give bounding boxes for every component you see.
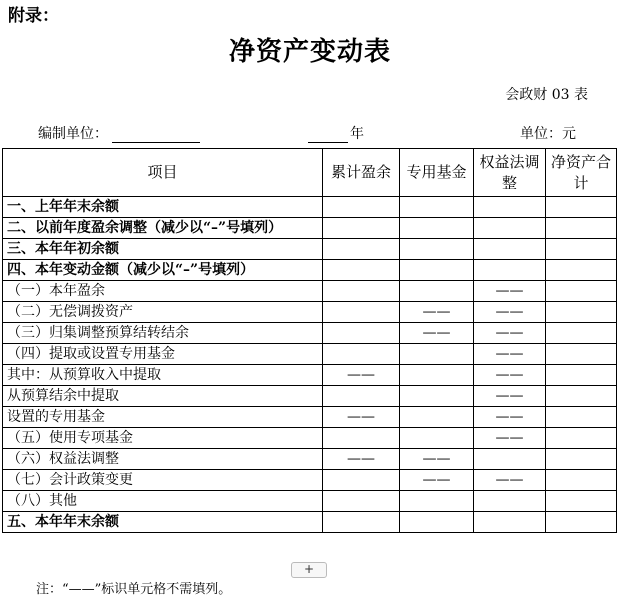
- value-cell[interactable]: [546, 449, 617, 470]
- table-row: [3, 386, 617, 407]
- column-header: 项目: [3, 149, 323, 197]
- footnote: 注：“——”标识单元格不需填列。: [36, 582, 232, 597]
- row-label: 一、上年年末余额: [3, 197, 323, 218]
- value-cell[interactable]: [323, 386, 400, 407]
- row-label: （七）会计政策变更: [3, 470, 323, 491]
- table-row: [3, 281, 617, 302]
- value-cell[interactable]: [474, 449, 546, 470]
- compiler-blank: [112, 128, 200, 143]
- row-label: 五、本年年末余额: [3, 512, 323, 533]
- column-header: 累计盈余: [323, 149, 400, 197]
- value-cell[interactable]: [546, 302, 617, 323]
- row-label: （二）无偿调拨资产: [3, 302, 323, 323]
- row-label: 其中：从预算收入中提取: [3, 365, 323, 386]
- row-label: 四、本年变动金额（减少以“–”号填列）: [3, 260, 323, 281]
- not-applicable-cell: ——: [474, 281, 546, 302]
- value-cell[interactable]: [474, 260, 546, 281]
- value-cell[interactable]: [323, 218, 400, 239]
- table-row: [3, 323, 617, 344]
- value-cell[interactable]: [400, 407, 474, 428]
- table-row: [3, 449, 617, 470]
- value-cell[interactable]: [323, 281, 400, 302]
- table-row: [3, 344, 617, 365]
- table-row: [3, 428, 617, 449]
- not-applicable-cell: ——: [323, 407, 400, 428]
- table-row: [3, 302, 617, 323]
- not-applicable-cell: ——: [474, 344, 546, 365]
- value-cell[interactable]: [400, 386, 474, 407]
- value-cell[interactable]: [323, 302, 400, 323]
- column-header: 权益法调整: [474, 149, 546, 197]
- form-number: 会政财 03 表: [505, 87, 588, 103]
- not-applicable-cell: ——: [474, 428, 546, 449]
- value-cell[interactable]: [546, 218, 617, 239]
- row-label: （八）其他: [3, 491, 323, 512]
- row-label: （六）权益法调整: [3, 449, 323, 470]
- row-label: 三、本年年初余额: [3, 239, 323, 260]
- value-cell[interactable]: [323, 344, 400, 365]
- value-cell[interactable]: [546, 323, 617, 344]
- row-label: （四）提取或设置专用基金: [3, 344, 323, 365]
- table-row: [3, 407, 617, 428]
- value-cell[interactable]: [546, 512, 617, 533]
- value-cell[interactable]: [546, 281, 617, 302]
- not-applicable-cell: ——: [323, 365, 400, 386]
- value-cell[interactable]: [474, 491, 546, 512]
- row-label: 从预算结余中提取: [3, 386, 323, 407]
- not-applicable-cell: ——: [474, 365, 546, 386]
- value-cell[interactable]: [546, 470, 617, 491]
- value-cell[interactable]: [400, 344, 474, 365]
- year-blank: [308, 128, 348, 143]
- value-cell[interactable]: [400, 512, 474, 533]
- table-row: [3, 365, 617, 386]
- value-cell[interactable]: [400, 428, 474, 449]
- row-label: （五）使用专项基金: [3, 428, 323, 449]
- value-cell[interactable]: [546, 365, 617, 386]
- table-row: [3, 260, 617, 281]
- value-cell[interactable]: [546, 407, 617, 428]
- not-applicable-cell: ——: [474, 302, 546, 323]
- compiler-field: [38, 123, 200, 143]
- value-cell[interactable]: [474, 239, 546, 260]
- appendix-label: 附录：: [8, 6, 59, 26]
- table-row: [3, 239, 617, 260]
- not-applicable-cell: ——: [400, 470, 474, 491]
- table-row: [3, 197, 617, 218]
- column-header: 净资产合计: [546, 149, 617, 197]
- row-label: （三）归集调整预算结转结余: [3, 323, 323, 344]
- table-row: [3, 470, 617, 491]
- not-applicable-cell: ——: [400, 323, 474, 344]
- not-applicable-cell: ——: [474, 407, 546, 428]
- table-header-row: [3, 149, 617, 197]
- value-cell[interactable]: [546, 197, 617, 218]
- value-cell[interactable]: [400, 365, 474, 386]
- value-cell[interactable]: [400, 239, 474, 260]
- year-label: 年: [350, 126, 364, 142]
- column-header: 专用基金: [400, 149, 474, 197]
- value-cell[interactable]: [546, 386, 617, 407]
- table-row: [3, 491, 617, 512]
- value-cell[interactable]: [323, 323, 400, 344]
- not-applicable-cell: ——: [323, 449, 400, 470]
- year-field: [308, 123, 364, 143]
- not-applicable-cell: ——: [474, 386, 546, 407]
- value-cell[interactable]: [546, 239, 617, 260]
- value-cell[interactable]: [323, 470, 400, 491]
- page-title: 净资产变动表: [228, 37, 391, 67]
- row-label: （一）本年盈余: [3, 281, 323, 302]
- compiler-label: 编制单位：: [38, 126, 108, 142]
- value-cell[interactable]: [323, 428, 400, 449]
- row-label: 设置的专用基金: [3, 407, 323, 428]
- not-applicable-cell: ——: [474, 470, 546, 491]
- value-cell[interactable]: [474, 218, 546, 239]
- value-cell[interactable]: [323, 512, 400, 533]
- value-cell[interactable]: [323, 197, 400, 218]
- value-cell[interactable]: [400, 218, 474, 239]
- value-cell[interactable]: [546, 344, 617, 365]
- value-cell[interactable]: [546, 428, 617, 449]
- not-applicable-cell: ——: [400, 449, 474, 470]
- value-cell[interactable]: [323, 239, 400, 260]
- value-cell[interactable]: [546, 491, 617, 512]
- not-applicable-cell: ——: [474, 323, 546, 344]
- value-cell[interactable]: [474, 197, 546, 218]
- value-cell[interactable]: [400, 491, 474, 512]
- value-cell[interactable]: [323, 491, 400, 512]
- add-row-button[interactable]: +: [291, 562, 327, 578]
- table-row: [3, 512, 617, 533]
- value-cell[interactable]: [546, 260, 617, 281]
- value-cell[interactable]: [400, 260, 474, 281]
- value-cell[interactable]: [474, 512, 546, 533]
- not-applicable-cell: ——: [400, 302, 474, 323]
- table-row: [3, 218, 617, 239]
- value-cell[interactable]: [323, 260, 400, 281]
- value-cell[interactable]: [400, 281, 474, 302]
- row-label: 二、以前年度盈余调整（减少以“–”号填列）: [3, 218, 323, 239]
- value-cell[interactable]: [400, 197, 474, 218]
- unit-label: 单位：元: [520, 126, 576, 142]
- net-assets-table: [2, 148, 617, 533]
